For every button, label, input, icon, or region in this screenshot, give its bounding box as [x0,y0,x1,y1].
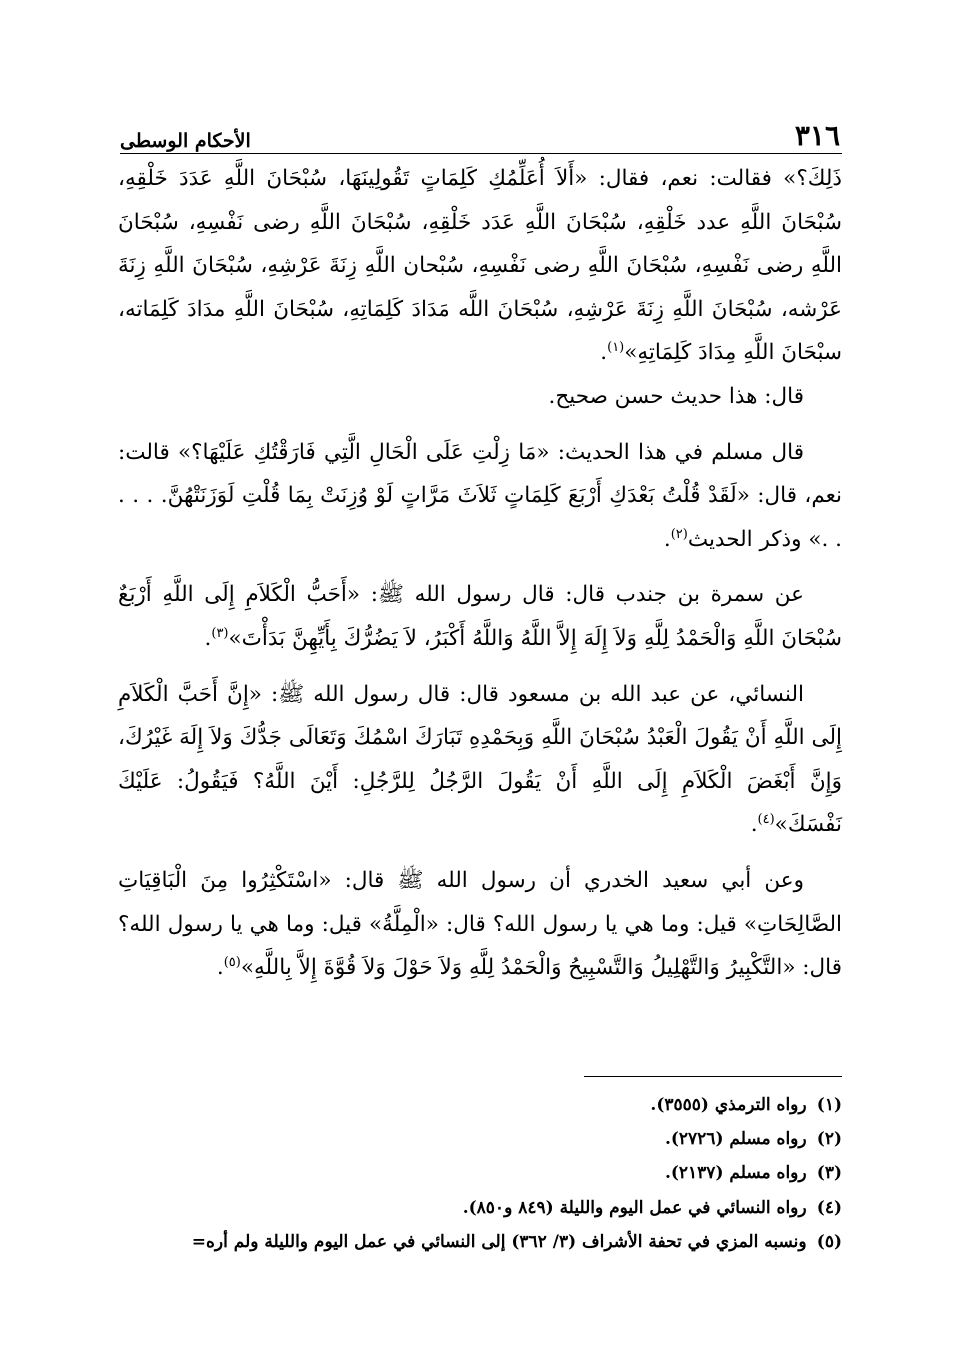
footnote-text: رواه الترمذي (٣٥٥٥). [650,1095,807,1115]
main-text [118,157,842,990]
footnote-reference: (٢) [670,526,688,542]
footnote-text: ونسبه المزي في تحفة الأشراف (٣/ ٣٦٢) إلى النسائي في عمل اليوم والليلة ولم أره= [191,1231,807,1252]
footnote-number: (٣) [816,1163,842,1184]
running-title: الأحكام الوسطى [120,130,251,152]
footnotes [100,1088,842,1259]
paragraph-khudri-hadith: وعن أبي سعيد الخدري أن رسول الله ﷺ قال: «اسْتَكْثِرُوا مِنَ الْبَاقِيَاتِ الصَّالِحَاتِ» قيل: وما هي يا رسول الله؟ قال: «الْمِلَّةُ» قيل: وما هي يا رسول الله؟ قال: «التَّكْبِيرُ وَالتَّهْلِيلُ وَالتَّسْبِيحُ وَالْحَمْدُ لِلَّهِ وَلاَ حَوْلَ وَلاَ قُوَّةَ إِلاَّ بِاللَّهِ»$^{(٥)}$. [118,867,842,981]
page-number: ٣١٦ [794,119,840,152]
paragraph-samura-hadith: عن سمرة بن جندب قال: قال رسول الله ﷺ: «أَحَبُّ الْكَلاَمِ إِلَى اللَّهِ أَرْبَعٌ سُبْحَانَ اللَّهِ وَالْحَمْدُ لِلَّهِ وَلاَ إِلَهَ إِلاَّ اللَّهُ وَاللَّهُ أَكْبَرُ، لاَ يَضُرُّكَ بِأَيِّهِنَّ بَدَأْتَ»$^{(٣)}$. [118,582,842,651]
footnote-item [100,1122,842,1156]
footnote-reference: (٤) [757,812,775,828]
footnote-item [100,1225,842,1259]
footnote-reference: (٣) [211,625,229,641]
footnote-text: رواه النسائي في عمل اليوم والليلة (٨٤٩ و٨٥٠). [462,1197,807,1218]
footnote-item [100,1191,842,1225]
paragraph-tasbih-hadith: ذَلِكَ؟» فقالت: نعم، فقال: «أَلاَ أُعَلِّمُكِ كَلِمَاتٍ تَقُولِينَهَا، سُبْحَانَ اللَّهِ عَدَدَ خَلْقِهِ، سُبْحَانَ اللَّهِ عدد خَلْقِهِ، سُبْحَانَ اللَّهِ عَدَد خَلْقِهِ، سُبْحَانَ اللَّهِ رضى نَفْسِهِ، سُبْحَانَ اللَّهِ رضى نَفْسِهِ، سُبْحَانَ اللَّهِ رضى نَفْسِهِ، سُبْحان اللَّهِ زِنَةَ عَرْشِهِ، سُبْحَانَ اللَّهِ زِنَةَ عَرْشه، سُبْحَانَ اللَّهِ زِنَةَ عَرْشِهِ، سُبْحَانَ اللَّه مَدَادَ كَلِمَاتِهِ، سُبْحَانَ اللَّهِ مدَادَ كَلِمَاته، سبْحَانَ اللَّهِ مِدَادَ كَلِمَاتِهِ»$^{(١)}$. [118,166,842,366]
footnote-reference: (٥) [223,954,241,970]
footnote-item [100,1088,842,1122]
footnote-item [100,1156,842,1190]
footnote-reference: (١) [607,340,625,356]
header-divider [120,153,842,154]
footnote-number: (٥) [816,1231,842,1252]
paragraph-grading: قال: هذا حديث حسن صحيح. [548,383,804,409]
page-header [120,112,840,152]
footnote-divider [584,1076,842,1077]
footnote-number: (٤) [816,1197,842,1218]
footnote-text: رواه مسلم (٢١٣٧). [664,1163,807,1184]
footnote-text: رواه مسلم (٢٧٢٦). [664,1129,807,1150]
footnote-number: (٢) [816,1129,842,1150]
footnote-number: (١) [816,1095,842,1115]
paragraph-muslim-version: قال مسلم في هذا الحديث: «مَا زِلْتِ عَلَى الْحَالِ الَّتِي فَارَقْتُكِ عَلَيْهَا؟» قالت: نعم، قال: «لَقَدْ قُلْتُ بَعْدَكِ أَرْبَعَ كَلِمَاتٍ ثَلاَثَ مَرَّاتٍ لَوْ وُزِنَتْ بِمَا قُلْتِ لَوَزَنَتْهُنَّ. . . . . .» وذكر الحديث$^{(٢)}$. [118,439,842,552]
paragraph-nasai-hadith: النسائي، عن عبد الله بن مسعود قال: قال رسول الله ﷺ: «إِنَّ أَحَبَّ الْكَلاَمِ إِلَى اللَّهِ أَنْ يَقُولَ الْعَبْدُ سُبْحَانَ اللَّهِ وَبِحَمْدِهِ تَبَارَكَ اسْمُكَ وَتَعَالَى جَدُّكَ وَلاَ إِلَهَ غَيْرُكَ، وَإِنَّ أَبْغَضَ الْكَلاَمِ إِلَى اللَّهِ أَنْ يَقُولَ الرَّجُلُ لِلرَّجُلِ: أَيْنَ اللَّهُ؟ فَيَقُولُ: عَلَيْكَ نَفْسَكَ»$^{(٤)}$. [118,681,842,838]
